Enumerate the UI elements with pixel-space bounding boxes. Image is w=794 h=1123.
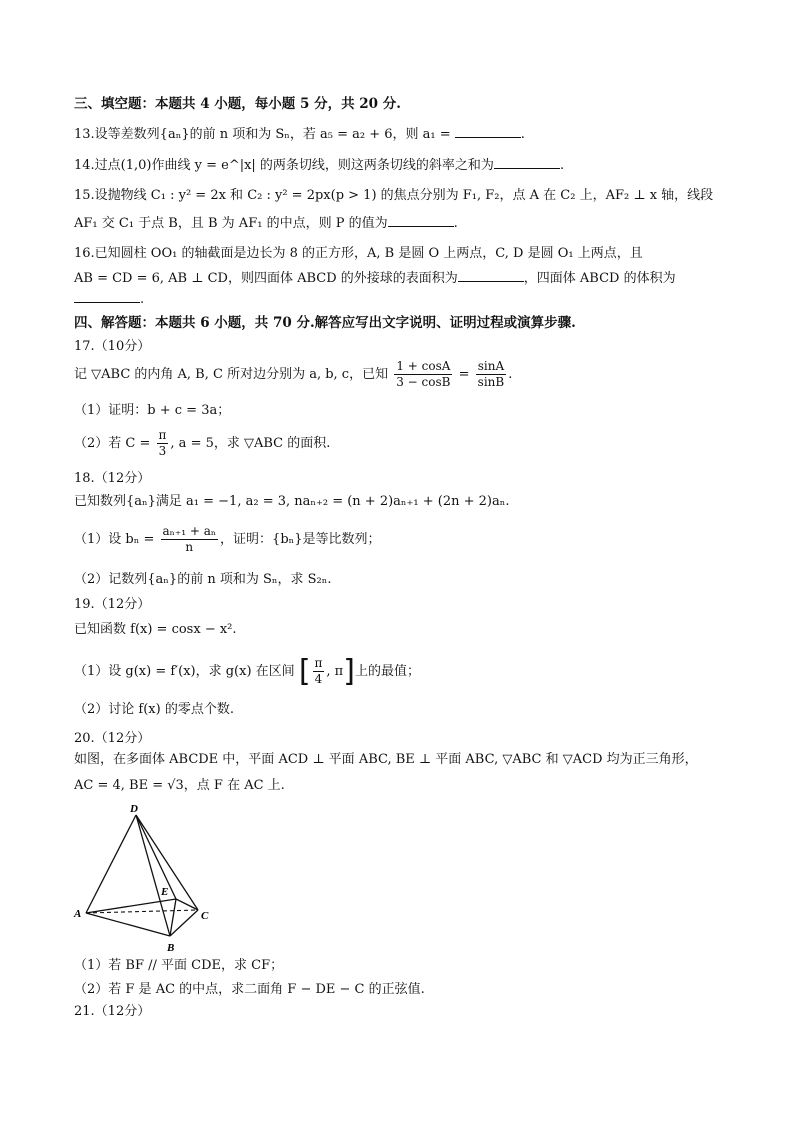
q18-stem: 已知数列{aₙ}满足 a₁ = −1, a₂ = 3, naₙ₊₂ = (n + 2)aₙ₊₁ + (2n + 2)aₙ. xyxy=(74,494,510,509)
edge-DA xyxy=(86,815,136,913)
q17-p2-den: 3 xyxy=(158,444,167,458)
question-15-line2: AF₁ 交 C₁ 于点 B，且 B 为 AF₁ 的中点，则 P 的值为 . xyxy=(74,213,458,234)
q17-part1: （1）证明：b + c = 3a； xyxy=(74,403,231,418)
q20-part1: （1）若 BF // 平面 CDE，求 CF； xyxy=(74,958,284,973)
q16-text-b: ，四面体 ABCD 的体积为 xyxy=(523,271,676,286)
label-B: B xyxy=(167,942,175,954)
q14-text: 14.过点(1,0)作曲线 y = e^|x| 的两条切线，则这两条切线的斜率之和为 xyxy=(74,158,494,173)
q17-fraction-1 xyxy=(394,359,452,390)
q21-title: 21.（12分） xyxy=(74,1004,151,1019)
q15-answer-blank xyxy=(388,213,454,227)
q18-part2: （2）记数列{aₙ}的前 n 项和为 Sₙ，求 S₂ₙ. xyxy=(74,572,332,587)
question-16-line2 xyxy=(74,268,676,289)
question-15-line1: 15.设抛物线 C₁ : y² = 2x 和 C₂ : y² = 2px(p > 1) 的焦点分别为 F₁, F₂，点 A 在 C₂ 上，AF₂ ⊥ x 轴，线段 xyxy=(74,188,714,203)
question-16-line1: 16.已知圆柱 OO₁ 的轴截面是边长为 8 的正方形，A, B 是圆 O 上两点，C, D 是圆 O₁ 上两点，且 xyxy=(74,246,643,261)
q19-left-bracket: [ xyxy=(298,653,311,689)
polyhedron-figure xyxy=(70,800,220,956)
q19-right-bracket: ] xyxy=(343,653,355,689)
q19-p1-mid: , π xyxy=(326,664,344,679)
label-E: E xyxy=(161,886,169,898)
q16-text-a: AB = CD = 6, AB ⊥ CD，则四面体 ABCD 的外接球的表面积为 xyxy=(74,271,458,286)
q17-f2-den: sinB xyxy=(477,375,505,389)
q19-p1-den: 4 xyxy=(314,672,323,686)
q20-part2: （2）若 F 是 AC 的中点，求二面角 F − DE − C 的正弦值. xyxy=(74,982,425,997)
q19-p1-num: π xyxy=(314,656,323,670)
q13-text: 13.设等差数列{aₙ}的前 n 项和为 Sₙ，若 a₅ = a₂ + 6，则 a₁ = xyxy=(74,127,455,142)
q17-p2-num: π xyxy=(158,428,167,442)
q17-f1-num: 1 + cosA xyxy=(394,359,452,375)
q20-stem-line1: 如图，在多面体 ABCDE 中，平面 ACD ⊥ 平面 ABC, BE ⊥ 平面 ABC, ▽ABC 和 ▽ACD 均为正三角形， xyxy=(74,752,698,767)
q17-stem-end: . xyxy=(508,367,513,382)
question-13: 13.设等差数列{aₙ}的前 n 项和为 Sₙ，若 a₅ = a₂ + 6，则 a₁ = . xyxy=(74,124,525,145)
q19-title: 19.（12分） xyxy=(74,597,151,612)
q19-stem: 已知函数 f(x) = cosx − x². xyxy=(74,622,237,637)
q17-title: 17.（10分） xyxy=(74,339,151,354)
question-16-line3: . xyxy=(74,289,144,310)
q19-part1 xyxy=(74,652,420,692)
q19-part2: （2）讨论 f(x) 的零点个数. xyxy=(74,702,234,717)
label-A: A xyxy=(74,908,82,920)
q20-stem-line2: AC = 4, BE = √3，点 F 在 AC 上. xyxy=(74,778,285,793)
q17-part2 xyxy=(74,427,330,461)
q17-p2-text-b: , a = 5，求 ▽ABC 的面积. xyxy=(170,436,331,451)
q17-equals: = xyxy=(458,367,470,382)
question-14: 14.过点(1,0)作曲线 y = e^|x| 的两条切线，则这两条切线的斜率之和为 . xyxy=(74,155,564,176)
q18-p1-fraction xyxy=(161,524,219,555)
label-D: D xyxy=(130,803,138,815)
q19-p1-text-b: 上的最值； xyxy=(354,664,420,679)
q17-fraction-2 xyxy=(476,359,507,390)
section3-header: 三、填空题：本题共 4 小题，每小题 5 分，共 20 分. xyxy=(74,96,401,112)
q18-title: 18.（12分） xyxy=(74,471,151,486)
q20-title: 20.（12分） xyxy=(74,731,151,746)
q17-stem xyxy=(74,358,512,392)
label-C: C xyxy=(201,910,209,922)
q18-p1-num: aₙ₊₁ + aₙ xyxy=(162,524,217,538)
q16-answer-blank-1 xyxy=(458,268,524,282)
q18-part1 xyxy=(74,522,381,558)
q17-f1-den: 3 − cosB xyxy=(396,375,451,389)
q18-p1-text-a: （1）设 bₙ = xyxy=(74,532,155,547)
q19-p1-fraction xyxy=(313,656,325,687)
q19-p1-text-a: （1）设 g(x) = f′(x)，求 g(x) 在区间 xyxy=(74,664,295,679)
q17-f2-num: sinA xyxy=(476,359,507,375)
q17-stem-text: 记 ▽ABC 的内角 A, B, C 所对边分别为 a, b, c，已知 xyxy=(74,367,389,382)
q13-answer-blank xyxy=(455,124,521,138)
q18-p1-text-b: ，证明：{bₙ}是等比数列； xyxy=(220,532,381,547)
q16-answer-blank-2 xyxy=(74,289,140,303)
edge-AB xyxy=(86,913,170,936)
section4-header: 四、解答题：本题共 6 小题，共 70 分.解答应写出文字说明、证明过程或演算步骤. xyxy=(74,315,576,331)
q15-text: AF₁ 交 C₁ 于点 B，且 B 为 AF₁ 的中点，则 P 的值为 xyxy=(74,216,388,231)
q18-p1-den: n xyxy=(185,540,194,554)
q14-answer-blank xyxy=(494,155,560,169)
q17-p2-fraction xyxy=(157,428,169,459)
q17-p2-text-a: （2）若 C = xyxy=(74,436,151,451)
